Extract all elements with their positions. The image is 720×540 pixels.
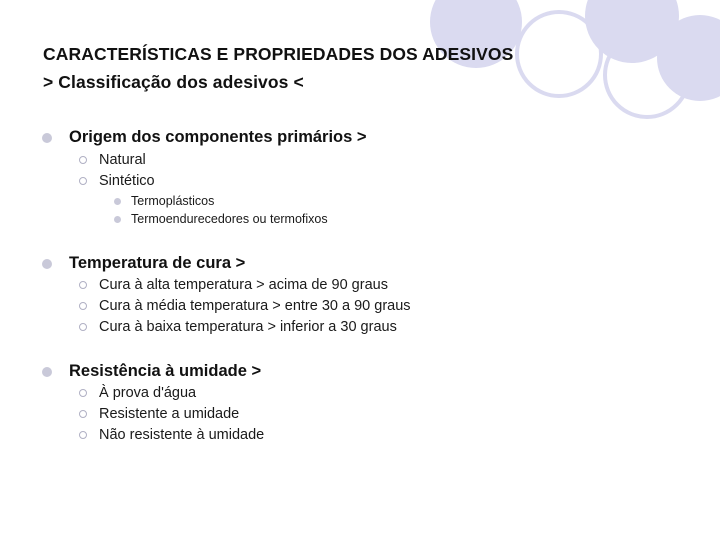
- title-line-1: CARACTERÍSTICAS E PROPRIEDADES DOS ADESIVOS: [43, 44, 514, 64]
- list-item-text: Resistente a umidade: [99, 406, 240, 422]
- bullet-icon: [42, 259, 52, 269]
- hollow-bullet-icon: [79, 389, 87, 397]
- list-item-text: À prova d'água: [99, 385, 197, 401]
- sub-list-item-text: Termoplásticos: [131, 194, 215, 208]
- section-heading-text: Origem dos componentes primários >: [69, 128, 367, 146]
- bullet-icon: [42, 367, 52, 377]
- hollow-bullet-icon: [79, 177, 87, 185]
- list-item-text: Cura à baixa temperatura > inferior a 30 graus: [99, 319, 397, 335]
- hollow-bullet-icon: [79, 323, 87, 331]
- section-heading-text: Resistência à umidade >: [69, 362, 262, 380]
- section-heading: [42, 362, 261, 381]
- list-item: [79, 406, 239, 422]
- sub-list-item: [114, 194, 214, 208]
- list-item: [79, 298, 411, 314]
- list-item-text: Não resistente à umidade: [99, 427, 265, 443]
- sub-list-item-text: Termoendurecedores ou termofixos: [131, 212, 328, 226]
- hollow-bullet-icon: [79, 431, 87, 439]
- section-heading: [42, 254, 245, 273]
- list-item: [79, 319, 397, 335]
- section-heading: [42, 128, 367, 147]
- hollow-bullet-icon: [79, 302, 87, 310]
- list-item-text: Cura à alta temperatura > acima de 90 graus: [99, 277, 388, 293]
- bullet-icon: [114, 216, 121, 223]
- section-heading-text: Temperatura de cura >: [69, 254, 246, 272]
- bullet-icon: [114, 198, 121, 205]
- list-item: [79, 277, 388, 293]
- list-item-text: Natural: [99, 152, 146, 168]
- title-line-2: > Classificação dos adesivos <: [43, 72, 304, 92]
- sub-list-item: [114, 212, 328, 226]
- list-item-text: Cura à média temperatura > entre 30 a 90 graus: [99, 298, 411, 314]
- bullet-icon: [42, 133, 52, 143]
- list-item: [79, 173, 155, 189]
- list-item-text: Sintético: [99, 173, 155, 189]
- list-item: [79, 385, 196, 401]
- hollow-bullet-icon: [79, 156, 87, 164]
- hollow-bullet-icon: [79, 410, 87, 418]
- list-item: [79, 427, 264, 443]
- list-item: [79, 152, 146, 168]
- hollow-bullet-icon: [79, 281, 87, 289]
